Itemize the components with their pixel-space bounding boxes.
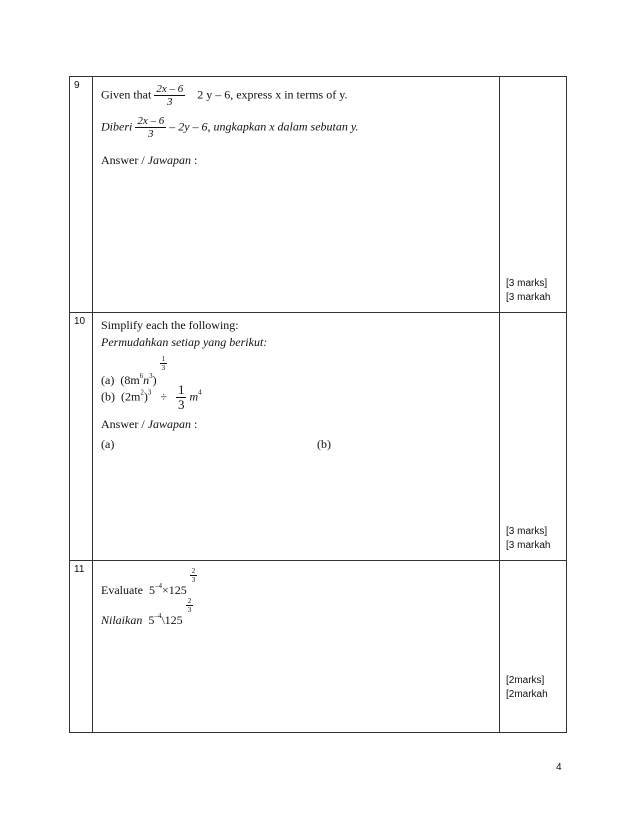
question-number: 10	[70, 313, 93, 561]
question-body	[93, 561, 500, 733]
marks-cell	[500, 561, 567, 733]
question-body	[93, 313, 500, 561]
question-body	[93, 77, 500, 313]
question-malay: Permudahkan setiap yang berikut:	[101, 335, 268, 349]
fraction: $\frac{2}{3}$	[187, 597, 192, 614]
question-number: 11	[70, 561, 93, 733]
marks-label: [3 marks] [3 markah	[506, 526, 551, 551]
question-english: Simplify each the following:	[101, 318, 239, 332]
answer-label: Answer / Jawapan :	[101, 417, 198, 431]
answer-label: Answer / Jawapan :	[101, 153, 198, 167]
question-english: Given that $\frac{2x - 6}{3}$ 2 y – 6, express x in terms of y.	[101, 83, 348, 108]
answer-part-a: (a)	[101, 437, 115, 451]
marks-cell	[500, 77, 567, 313]
marks-cell	[500, 313, 567, 561]
question-number: 9	[70, 77, 93, 313]
question-table	[69, 76, 567, 733]
fraction: $\frac{1}{3}$	[177, 382, 185, 412]
fraction: $\frac{2}{3}$	[191, 567, 196, 584]
fraction: $\frac{2x - 6}{3}$	[156, 83, 184, 108]
part-b: (b) $(2m^2)^3$ ÷ $\frac{1}{3}$ $m^4$	[101, 382, 202, 412]
question-row-9	[70, 77, 567, 313]
marks-label: [3 marks] [3 markah	[506, 278, 551, 303]
answer-part-b: (b)	[317, 437, 331, 451]
question-malay: Diberi $\frac{2x - 6}{3}$ – 2y – 6, ungkapkan x dalam sebutan y.	[101, 115, 359, 140]
fraction: $\frac{1}{3}$	[161, 355, 166, 372]
fraction: $\frac{2x - 6}{3}$	[137, 115, 165, 140]
marks-label: [2marks] [2markah	[506, 675, 548, 700]
question-malay: Nilaikan $5^{-4}\backslash 125$ $\frac{2}{3}$	[101, 597, 192, 627]
page-number: 4	[556, 762, 562, 773]
part-a: (a) $(8m^6n^3)$ $\frac{1}{3}$	[101, 355, 166, 387]
question-row-11	[70, 561, 567, 733]
question-row-10	[70, 313, 567, 561]
question-english: Evaluate $5^{-4}\times 125$ $\frac{2}{3}$	[101, 567, 196, 597]
